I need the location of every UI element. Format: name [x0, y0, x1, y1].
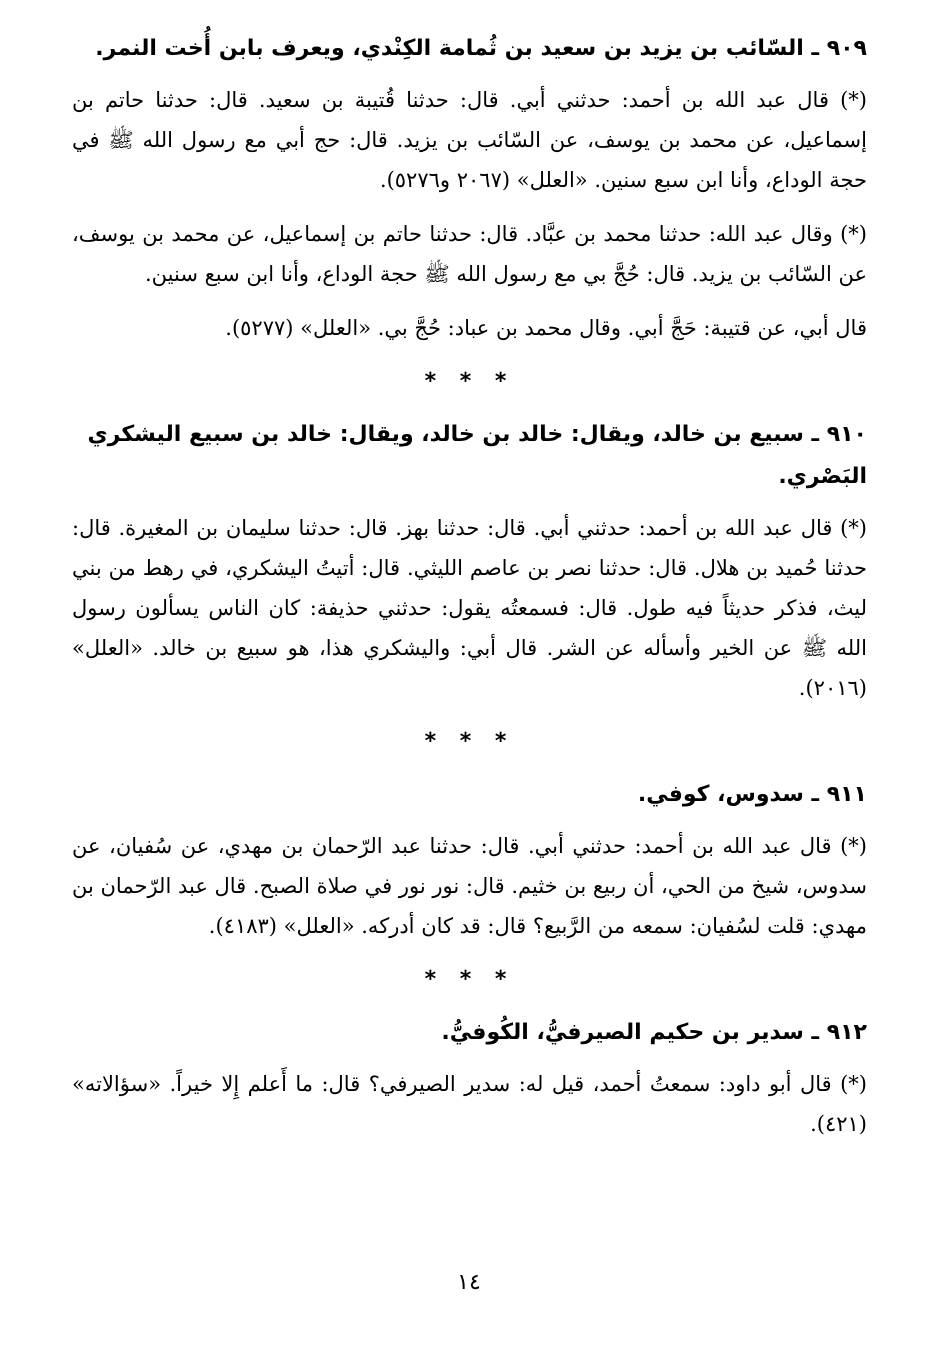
entry-911	[72, 774, 867, 946]
section-separator: * * *	[424, 967, 515, 992]
entry-paragraph: (*) قال عبد الله بن أحمد: حدثني أبي. قال: حدثنا عبد الرّحمان بن مهدي، عن سُفيان، عن سدوس، شيخ من الحي، أن ربيع بن خثيم. قال: نور نور في صلاة الصبح. قال عبد الرّحمان بن مهدي: قلت لسُفيان: سمعه من الرَّبيع؟ قال: قد كان أدركه. «العلل» (٤١٨٣).	[72, 834, 867, 938]
entry-909	[72, 28, 867, 348]
entry-paragraph: (*) قال عبد الله بن أحمد: حدثني أبي. قال: حدثنا قُتيبة بن سعيد. قال: حدثنا حاتم بن إسماعيل، عن محمد بن يوسف، عن السّائب بن يزيد. قال: حج أبي مع رسول الله ﷺ في حجة الوداع، وأنا ابن سبع سنين. «العلل» (٢٠٦٧ و٥٢٧٦).	[72, 88, 867, 192]
entry-912	[72, 1012, 867, 1144]
entry-paragraph: (*) قال عبد الله بن أحمد: حدثني أبي. قال: حدثنا بهز. قال: حدثنا سليمان بن المغيرة. قال: حدثنا حُميد بن هلال. قال: حدثنا نصر بن عاصم الليثي. قال: أتيتُ اليشكري، في رهط من بني ليث، فذكر حديثاً فيه طول. قال: فسمعتُه يقول: حدثني حذيفة: كان الناس يسألون رسول الله ﷺ عن الخير وأسأله عن الشر. قال أبي: واليشكري هذا، هو سبيع بن خالد. «العلل» (٢٠١٦).	[72, 516, 867, 700]
entry-heading: ٩١٠ ـ سبيع بن خالد، ويقال: خالد بن خالد، ويقال: خالد بن سبيع اليشكري البَصْري.	[87, 422, 867, 489]
section-separator: * * *	[424, 729, 515, 754]
entry-paragraph: (*) قال أبو داود: سمعتُ أحمد، قيل له: سدير الصيرفي؟ قال: ما أَعلم إِلا خيراً. «سؤالاته» (٤٢١).	[72, 1072, 867, 1136]
entry-paragraph: قال أبي، عن قتيبة: حَجَّ أبي. وقال محمد بن عباد: حُجَّ بي. «العلل» (٥٢٧٧).	[225, 316, 867, 340]
entry-heading: ٩٠٩ ـ السّائب بن يزيد بن سعيد بن ثُمامة الكِنْدي، ويعرف بابن أُخت النمر.	[95, 36, 867, 61]
section-separator: * * *	[424, 369, 515, 394]
entry-heading: ٩١٢ ـ سدير بن حكيم الصيرفيُّ، الكُوفيُّ.	[441, 1020, 867, 1045]
entry-paragraph: (*) وقال عبد الله: حدثنا محمد بن عبَّاد. قال: حدثنا حاتم بن إسماعيل، عن محمد بن يوسف، عن السّائب بن يزيد. قال: حُجَّ بي مع رسول الله ﷺ حجة الوداع، وأنا ابن سبع سنين.	[72, 222, 867, 286]
entry-910	[72, 414, 867, 708]
entry-heading: ٩١١ ـ سدوس، كوفي.	[637, 782, 867, 807]
page-body	[72, 28, 867, 1144]
page-number: ١٤	[457, 1270, 481, 1295]
